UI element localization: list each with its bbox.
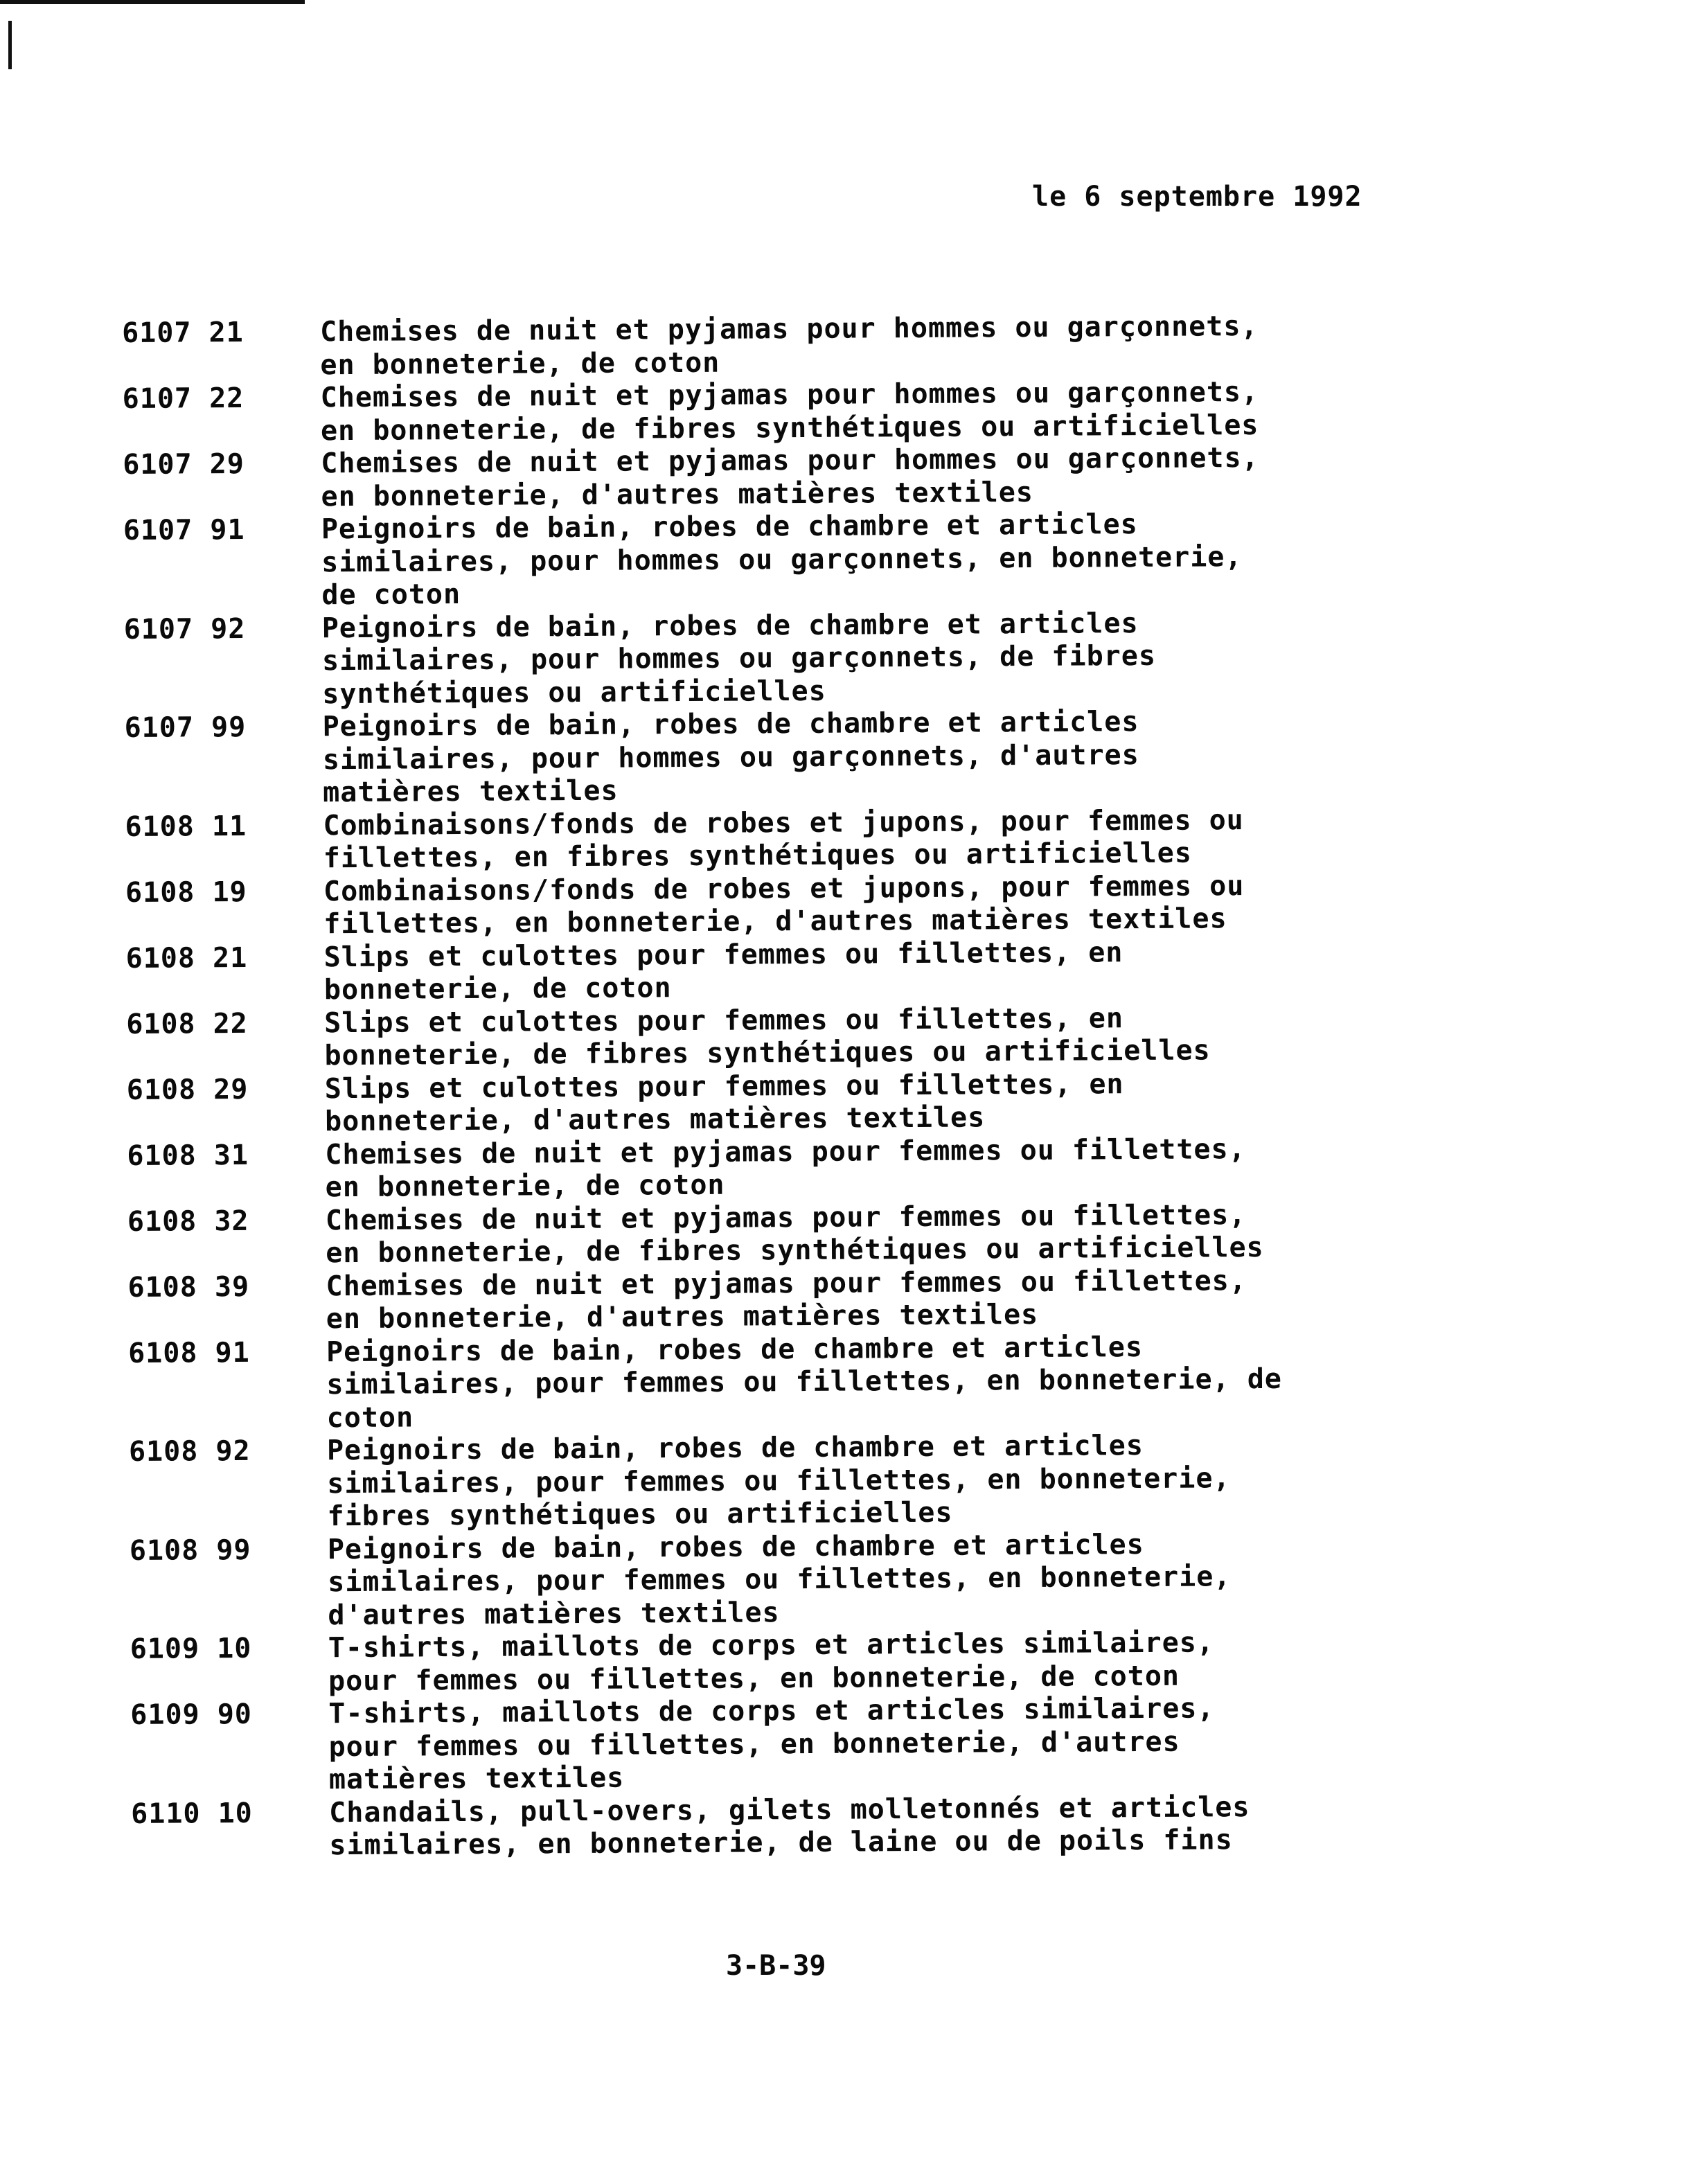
tariff-entry — [123, 440, 1612, 515]
description-line: pour femmes ou fillettes, en bonneterie, de coton — [328, 1660, 1180, 1697]
scan-edge-left — [8, 21, 12, 69]
page-number: 3-B-39 — [726, 1950, 826, 1982]
tariff-code: 6108 11 — [125, 810, 247, 843]
tariff-description — [327, 1427, 1619, 1534]
description-line: bonneterie, d'autres matières textiles — [324, 1101, 986, 1138]
description-line: Slips et culottes pour femmes ou fillettes, en — [324, 1067, 1124, 1105]
tariff-entry — [124, 604, 1614, 712]
tariff-entry — [124, 703, 1614, 811]
description-line: Chemises de nuit et pyjamas pour hommes ou garçonnets, — [321, 441, 1259, 480]
tariff-entry — [126, 933, 1616, 1008]
description-line: Peignoirs de bain, robes de chambre et articles — [321, 508, 1138, 546]
tariff-code: 6107 92 — [123, 612, 246, 646]
tariff-description — [328, 1525, 1619, 1632]
tariff-code: 6108 19 — [125, 876, 247, 909]
description-line: T-shirts, maillots de corps et articles similaires, — [328, 1692, 1215, 1730]
description-line: similaires, pour hommes ou garçonnets, de fibres — [321, 639, 1157, 677]
tariff-description — [323, 867, 1615, 941]
tariff-code: 6108 92 — [128, 1435, 251, 1468]
description-line: fibres synthétiques ou artificielles — [327, 1496, 953, 1533]
tariff-entry — [131, 1788, 1621, 1863]
description-line: Chandails, pull-overs, gilets molletonnés et articles — [329, 1791, 1250, 1829]
description-line: synthétiques ou artificielles — [322, 675, 826, 710]
description-line: Peignoirs de bain, robes de chambre et articles — [321, 607, 1139, 644]
description-line: Peignoirs de bain, robes de chambre et articles — [327, 1528, 1144, 1565]
tariff-description — [324, 999, 1616, 1072]
description-line: similaires, pour femmes ou fillettes, en bonneterie, — [327, 1462, 1231, 1500]
description-line: Peignoirs de bain, robes de chambre et articles — [326, 1331, 1144, 1368]
tariff-entry — [122, 308, 1612, 383]
tariff-code: 6108 21 — [125, 941, 248, 975]
tariff-description — [325, 1065, 1617, 1138]
description-line: matières textiles — [328, 1761, 625, 1796]
tariff-description — [326, 1196, 1617, 1270]
tariff-description — [322, 604, 1614, 711]
tariff-description — [326, 1262, 1617, 1335]
description-line: Slips et culottes pour femmes ou fillettes, en — [324, 1002, 1124, 1039]
tariff-list — [122, 308, 1621, 1864]
tariff-description — [322, 703, 1614, 810]
description-line: bonneterie, de coton — [323, 972, 672, 1006]
tariff-code: 6107 22 — [122, 382, 245, 415]
tariff-entry — [123, 506, 1613, 614]
document-date: le 6 septembre 1992 — [1032, 181, 1362, 213]
tariff-description — [323, 801, 1615, 875]
tariff-code: 6108 31 — [127, 1139, 249, 1172]
tariff-entry — [123, 374, 1612, 449]
tariff-entry — [130, 1624, 1620, 1699]
tariff-entry — [125, 801, 1615, 876]
description-line: Combinaisons/fonds de robes et jupons, pour femmes ou — [323, 869, 1245, 907]
tariff-entry — [127, 1262, 1617, 1337]
description-line: en bonneterie, de fibres synthétiques ou artificielles — [326, 1231, 1264, 1270]
tariff-code: 6108 22 — [126, 1007, 248, 1040]
tariff-code: 6107 91 — [123, 513, 245, 547]
description-line: fillettes, en fibres synthétiques ou artificielles — [323, 837, 1193, 875]
tariff-code: 6108 32 — [127, 1205, 249, 1238]
description-line: similaires, pour hommes ou garçonnets, d'autres — [322, 738, 1139, 776]
scan-edge-top — [0, 0, 305, 4]
tariff-description — [321, 374, 1612, 447]
description-line: Chemises de nuit et pyjamas pour hommes ou garçonnets, — [320, 375, 1259, 414]
tariff-description — [325, 1130, 1617, 1204]
tariff-description — [324, 933, 1616, 1006]
tariff-entry — [130, 1690, 1620, 1798]
tariff-entry — [128, 1328, 1618, 1436]
description-line: fillettes, en bonneterie, d'autres matières textiles — [323, 903, 1227, 941]
tariff-description — [328, 1690, 1620, 1797]
tariff-description — [329, 1788, 1621, 1862]
description-line: Chemises de nuit et pyjamas pour femmes ou fillettes, — [326, 1264, 1247, 1302]
description-line: coton — [326, 1401, 414, 1434]
tariff-code: 6110 10 — [131, 1797, 253, 1830]
tariff-entry — [127, 1130, 1617, 1205]
tariff-entry — [127, 1065, 1617, 1139]
description-line: en bonneterie, de fibres synthétiques ou artificielles — [320, 409, 1259, 447]
tariff-description — [326, 1328, 1618, 1435]
description-line: Slips et culottes pour femmes ou fillettes, en — [323, 936, 1123, 973]
description-line: similaires, en bonneterie, de laine ou de poils fins — [329, 1824, 1233, 1862]
description-line: Peignoirs de bain, robes de chambre et articles — [322, 706, 1139, 743]
tariff-entry — [129, 1427, 1619, 1535]
tariff-code: 6107 29 — [123, 447, 245, 481]
description-line: Chemises de nuit et pyjamas pour femmes ou fillettes, — [325, 1133, 1246, 1171]
tariff-code: 6108 91 — [127, 1336, 250, 1369]
description-line: de coton — [321, 578, 461, 612]
tariff-entry — [130, 1525, 1619, 1633]
description-line: Chemises de nuit et pyjamas pour hommes ou garçonnets, — [319, 310, 1259, 348]
description-line: en bonneterie, d'autres matières textiles — [321, 476, 1034, 513]
description-line: en bonneterie, de coton — [325, 1169, 725, 1204]
tariff-description — [320, 308, 1612, 382]
tariff-code: 6108 39 — [127, 1270, 250, 1304]
description-line: matières textiles — [323, 774, 619, 809]
tariff-description — [328, 1624, 1620, 1698]
description-line: bonneterie, de fibres synthétiques ou artificielles — [324, 1034, 1211, 1072]
description-line: Combinaisons/fonds de robes et jupons, pour femmes ou — [323, 804, 1244, 842]
tariff-entry — [126, 999, 1616, 1074]
tariff-entry — [127, 1196, 1617, 1271]
tariff-code: 6107 99 — [124, 711, 247, 744]
description-line: d'autres matières textiles — [328, 1596, 780, 1631]
tariff-description — [321, 506, 1613, 612]
tariff-code: 6108 99 — [129, 1534, 251, 1567]
description-line: en bonneterie, de coton — [320, 346, 720, 381]
description-line: similaires, pour hommes ou garçonnets, en bonneterie, — [321, 540, 1243, 578]
tariff-code: 6107 21 — [122, 316, 244, 349]
tariff-code: 6109 90 — [130, 1698, 253, 1731]
tariff-description — [321, 440, 1612, 513]
description-line: pour femmes ou fillettes, en bonneterie, d'autres — [328, 1725, 1180, 1763]
description-line: en bonneterie, d'autres matières textiles — [326, 1298, 1039, 1335]
description-line: Chemises de nuit et pyjamas pour femmes ou fillettes, — [325, 1198, 1247, 1236]
description-line: similaires, pour femmes ou fillettes, en bonneterie, — [328, 1561, 1232, 1599]
tariff-entry — [125, 867, 1615, 942]
tariff-code: 6108 29 — [126, 1073, 249, 1106]
description-line: similaires, pour femmes ou fillettes, en bonneterie, de — [326, 1362, 1283, 1401]
description-line: Peignoirs de bain, robes de chambre et articles — [326, 1430, 1144, 1467]
tariff-code: 6109 10 — [130, 1632, 252, 1665]
description-line: T-shirts, maillots de corps et articles similaires, — [328, 1626, 1215, 1664]
